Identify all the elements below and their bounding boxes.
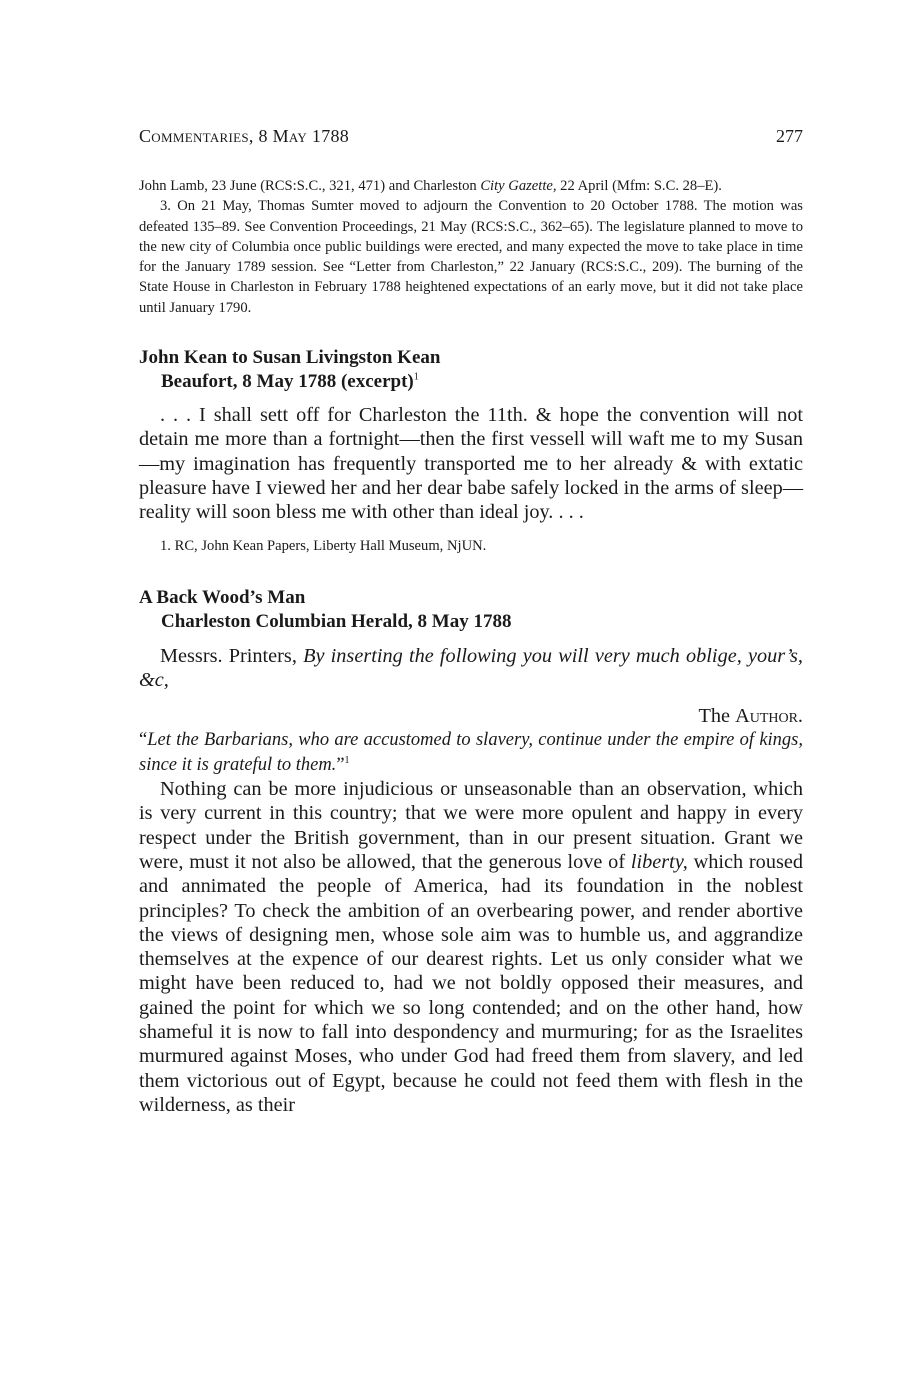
section-title-line2: Charleston Columbian Herald, 8 May 1788 — [161, 610, 512, 632]
footnote-ref: 1 — [344, 754, 350, 766]
author-signature: The Author. — [698, 705, 803, 728]
section-heading-backwoods — [139, 586, 803, 634]
running-title: Commentaries, 8 May 1788 — [139, 126, 350, 146]
running-head — [139, 126, 803, 156]
page-number: 277 — [776, 126, 803, 146]
section-heading-kean — [139, 346, 803, 394]
page — [139, 126, 803, 1117]
epigraph: “Let the Barbarians, who are accustomed to slavery, continue under the empire of kings, since it is grateful to them.”$^1$ — [139, 730, 803, 775]
section-title-line2: Beaufort, 8 May 1788 (excerpt)$^1$ — [161, 371, 419, 393]
kean-footnote: 1. RC, John Kean Papers, Liberty Hall Museum, NjUN. — [160, 537, 487, 554]
note-continuation: John Lamb, 23 June (RCS:S.C., 321, 471) and Charleston City Gazette, 22 April (Mfm: S.C. 28–E). — [139, 178, 722, 194]
kean-letter-body: . . . I shall sett off for Charleston the 11th. & hope the convention will not detain me more than a fortnight—then the first vessell will waft me to my Susan—my imagination has frequently transported me to her already & with extatic pleasure have I viewed her and her dear babe safely locked in the arms of sleep—reality will soon bless me with other than ideal joy. . . . — [139, 404, 803, 524]
footnote-ref: 1 — [413, 371, 419, 383]
section-title-line1: A Back Wood’s Man — [139, 586, 306, 608]
section-title-line1: John Kean to Susan Livingston Kean — [139, 347, 441, 369]
printers-intro: Messrs. Printers, By inserting the following you will very much oblige, your’s, &c, — [139, 644, 803, 691]
prior-notes — [139, 176, 803, 318]
backwoods-body: Nothing can be more injudicious or unseasonable than an observation, which is very current in this country; that we were more opulent and happy in every respect under the British government, than in our present situation. Grant we were, must it not also be allowed, that the generous love of liberty, which roused and annimated the people of America, had its foundation in the noblest principles? To check the ambition of an overbearing power, and render abortive the views of designing men, whose sole aim was to humble us, and aggrandize themselves at the expence of our dearest rights. Let us only consider what we might have been reduced to, had we not boldly opposed their measures, and gained the point for which we so long contended; and on the other hand, how shameful it is now to fall into despondency and murmuring; for as the Israelites murmured against Moses, who under God had freed them from slavery, and led them victorious out of Egypt, because he could not feed them with flesh in the wilderness, as their — [139, 778, 803, 1116]
note-3: 3. On 21 May, Thomas Sumter moved to adjourn the Convention to 20 October 1788. The motion was defeated 135–89. See Convention Proceedings, 21 May (RCS:S.C., 362–65). The legislature planned to move to the new city of Columbia once public buildings were erected, and many expected the move to take place in time for the January 1789 session. See “Letter from Charleston,” 22 January (RCS:S.C., 209). The burning of the State House in Charleston in February 1788 heightened expectations of an early move, but it did not take place until January 1790. — [139, 198, 803, 316]
